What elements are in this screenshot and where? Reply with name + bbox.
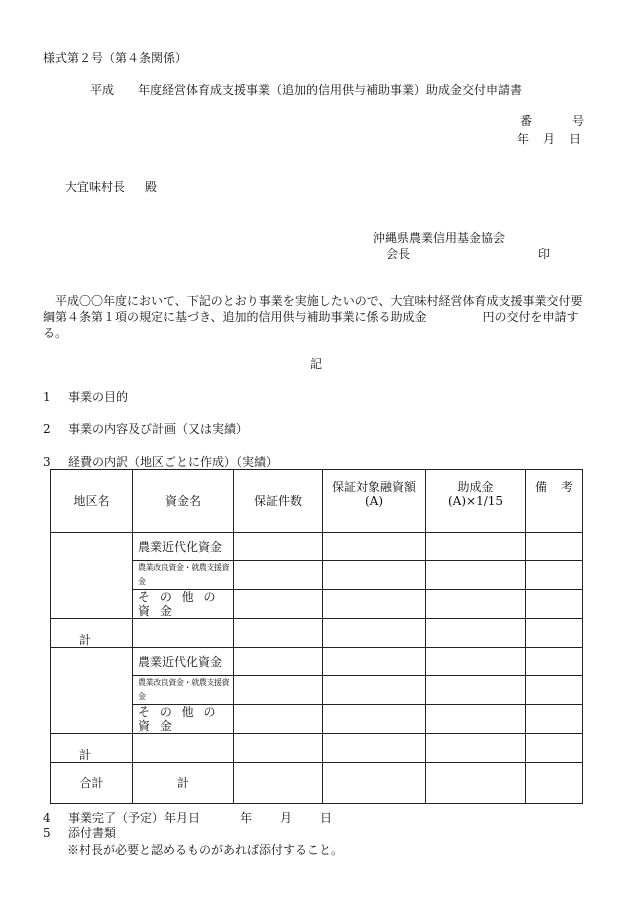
- amount-cell[interactable]: [323, 590, 426, 619]
- subtotal-label: 計: [51, 734, 133, 763]
- fund-cell: 農業近代化資金: [133, 533, 234, 561]
- subtotal-subsidy-cell[interactable]: [426, 619, 526, 648]
- item-1-label: 事業の目的: [68, 390, 129, 404]
- subtotal-count-cell[interactable]: [234, 619, 323, 648]
- subtotal-row: [51, 734, 583, 763]
- total-subsidy-cell[interactable]: [426, 763, 526, 804]
- total-label: 合計: [51, 763, 133, 804]
- item-2-label: 事業の内容及び計画（又は実績）: [68, 422, 249, 436]
- header-amount: [323, 470, 426, 533]
- item-3-label: 経費の内訳（地区ごとに作成）（実績）: [68, 455, 279, 469]
- district-cell-2[interactable]: [51, 648, 133, 734]
- subsidy-cell[interactable]: [426, 676, 526, 705]
- subsidy-cell[interactable]: [426, 561, 526, 590]
- item-4-number: 4: [43, 811, 51, 825]
- subtotal-row: [51, 619, 583, 648]
- title-era: 平成: [90, 83, 115, 97]
- document-number: [520, 114, 584, 128]
- body-text-after: 円の交付を申請する。: [43, 310, 579, 340]
- completion-month: 月: [280, 811, 293, 825]
- subtotal-remarks-cell[interactable]: [526, 734, 583, 763]
- subtotal-amount-cell[interactable]: [323, 619, 426, 648]
- fund-cell: そ の 他 の 資 金: [133, 590, 234, 619]
- budget-table: [50, 469, 583, 804]
- addressee: [65, 180, 157, 194]
- subsidy-cell[interactable]: [426, 533, 526, 561]
- date-month: 月: [543, 132, 556, 146]
- amount-cell[interactable]: [323, 561, 426, 590]
- subtotal-amount-cell[interactable]: [323, 734, 426, 763]
- body-text-before: 平成〇〇年度において、下記のとおり事業を実施したいので、大宜味村経営体育成支援事業交付要綱第４条第１項の規定に基づき、追加的信用供与補助事業に係る助成金: [43, 294, 583, 324]
- subsidy-cell[interactable]: [426, 590, 526, 619]
- count-cell[interactable]: [234, 590, 323, 619]
- ki-marker: 記: [310, 357, 323, 371]
- date-year: 年: [517, 132, 530, 146]
- item-4-label: 事業完了（予定）年月日: [68, 811, 201, 825]
- application-body: [43, 293, 590, 341]
- item-2-number: 2: [43, 422, 51, 436]
- header-remarks: [526, 470, 583, 533]
- document-date: [517, 132, 581, 146]
- attachment-note: ※村長が必要と認めるものがあれば添付すること。: [67, 843, 344, 857]
- subtotal-subsidy-cell[interactable]: [426, 734, 526, 763]
- amount-cell[interactable]: [323, 648, 426, 676]
- subtotal-remarks-cell[interactable]: [526, 619, 583, 648]
- count-cell[interactable]: [234, 561, 323, 590]
- header-subsidy-line2: (A)×1/15: [447, 494, 504, 508]
- header-district: 地区名: [51, 470, 133, 533]
- header-fund: 資金名: [133, 470, 234, 533]
- sender-seal: 印: [538, 247, 551, 261]
- header-subsidy: [426, 470, 526, 533]
- remarks-cell[interactable]: [526, 705, 583, 734]
- table-header-row: [51, 470, 583, 533]
- addressee-name: 大宜味村長: [65, 180, 126, 194]
- total-count-cell[interactable]: [234, 763, 323, 804]
- subsidy-cell[interactable]: [426, 705, 526, 734]
- header-amount-line1: 保証対象融資額: [331, 480, 416, 494]
- header-amount-line2: (A): [364, 494, 384, 508]
- completion-day: 日: [320, 811, 333, 825]
- table-row: [51, 533, 583, 561]
- item-5-label: 添付書類: [68, 826, 117, 840]
- table-row: [51, 648, 583, 676]
- form-number: 様式第２号（第４条関係）: [43, 51, 188, 65]
- total-row: [51, 763, 583, 804]
- subsidy-cell[interactable]: [426, 648, 526, 676]
- amount-cell[interactable]: [323, 676, 426, 705]
- sender-role: 会長: [386, 247, 411, 261]
- fund-cell: 農業改良資金・就農支援資金: [133, 676, 234, 705]
- header-subsidy-line1: 助成金: [457, 480, 494, 494]
- item-5: [43, 826, 116, 840]
- remarks-cell[interactable]: [526, 590, 583, 619]
- amount-cell[interactable]: [323, 533, 426, 561]
- document-title: [90, 83, 522, 97]
- item-3-number: 3: [43, 455, 51, 469]
- fund-cell: そ の 他 の 資 金: [133, 705, 234, 734]
- subtotal-count-cell[interactable]: [234, 734, 323, 763]
- header-count: 保証件数: [234, 470, 323, 533]
- item-2: [43, 422, 248, 436]
- total-fund-label: 計: [133, 763, 234, 804]
- subtotal-fund-cell[interactable]: [133, 734, 234, 763]
- item-1: [43, 390, 128, 404]
- remarks-cell[interactable]: [526, 648, 583, 676]
- total-remarks-cell[interactable]: [526, 763, 583, 804]
- completion-year: 年: [240, 811, 253, 825]
- fund-cell: 農業改良資金・就農支援資金: [133, 561, 234, 590]
- remarks-cell[interactable]: [526, 533, 583, 561]
- date-day: 日: [569, 132, 582, 146]
- count-cell[interactable]: [234, 533, 323, 561]
- total-amount-cell[interactable]: [323, 763, 426, 804]
- title-text: 年度経営体育成支援事業（追加的信用供与補助事業）助成金交付申請書: [138, 83, 523, 97]
- item-3: [43, 455, 278, 469]
- addressee-honorific: 殿: [145, 180, 158, 194]
- count-cell[interactable]: [234, 648, 323, 676]
- remarks-cell[interactable]: [526, 676, 583, 705]
- count-cell[interactable]: [234, 676, 323, 705]
- remarks-cell[interactable]: [526, 561, 583, 590]
- subtotal-label: 計: [51, 619, 133, 648]
- fund-cell: 農業近代化資金: [133, 648, 234, 676]
- number-label: 番: [520, 114, 533, 128]
- number-suffix: 号: [572, 114, 585, 128]
- amount-cell[interactable]: [323, 705, 426, 734]
- header-remarks-a: 備: [534, 480, 547, 494]
- sender-organization: 沖縄県農業信用基金協会: [373, 231, 506, 245]
- item-4: [43, 811, 332, 825]
- header-remarks-b: 考: [561, 480, 574, 494]
- district-cell-1[interactable]: [51, 533, 133, 619]
- item-5-number: 5: [43, 826, 51, 840]
- item-1-number: 1: [43, 390, 51, 404]
- count-cell[interactable]: [234, 705, 323, 734]
- subtotal-fund-cell[interactable]: [133, 619, 234, 648]
